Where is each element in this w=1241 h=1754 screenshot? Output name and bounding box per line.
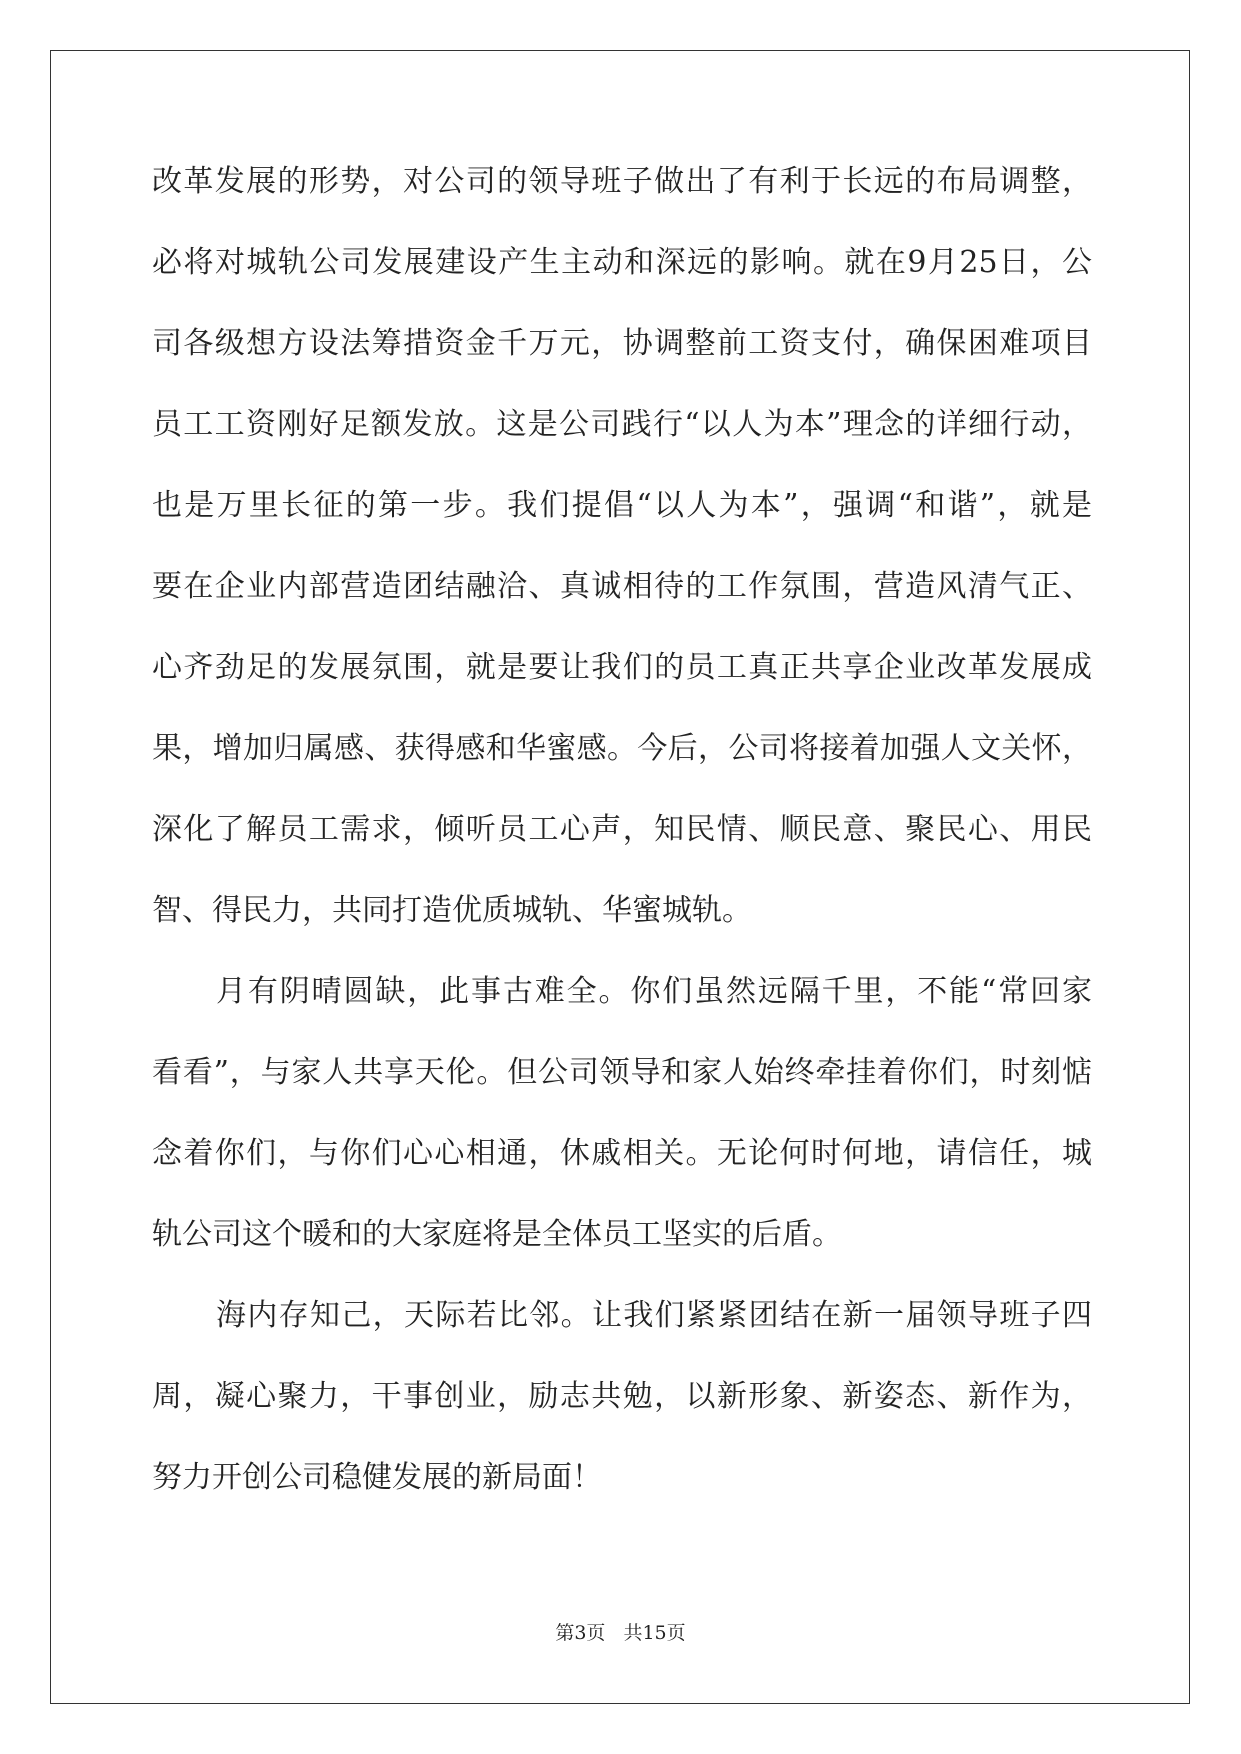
page-total: 共15页 [623,1622,686,1644]
text-line: 智、得民力，共同打造优质城轨、华蜜城轨。 [152,893,752,928]
page-footer [0,1618,1241,1645]
text-line: 努力开创公司稳健发展的新局面！ [152,1460,602,1495]
page-number: 第3页 [555,1622,606,1644]
text-line: 司各级想方设法筹措资金千万元，协调整前工资支付，确保困难项目 [152,326,1092,361]
text-line: 念着你们，与你们心心相通，休戚相关。无论何时何地，请信任，城 [152,1136,1092,1171]
paragraph-first-line: 海内存知己，天际若比邻。让我们紧紧团结在新一届领导班子四 [216,1298,1092,1333]
text-line: 果，增加归属感、获得感和华蜜感。今后，公司将接着加强人文关怀， [152,731,1092,766]
text-line: 周，凝心聚力，干事创业，励志共勉，以新形象、新姿态、新作为， [152,1379,1092,1414]
text-line: 员工工资刚好足额发放。这是公司践行“以人为本”理念的详细行动， [152,407,1092,442]
text-line: 看看”，与家人共享天伦。但公司领导和家人始终牵挂着你们，时刻惦 [152,1055,1092,1090]
text-line: 轨公司这个暖和的大家庭将是全体员工坚实的后盾。 [152,1217,842,1252]
text-line: 必将对城轨公司发展建设产生主动和深远的影响。就在9月25日，公 [152,245,1092,280]
text-line: 改革发展的形势，对公司的领导班子做出了有利于长远的布局调整， [152,164,1092,199]
text-line: 要在企业内部营造团结融洽、真诚相待的工作氛围，营造风清气正、 [152,569,1092,604]
text-line: 深化了解员工需求，倾听员工心声，知民情、顺民意、聚民心、用民 [152,812,1092,847]
text-line: 心齐劲足的发展氛围，就是要让我们的员工真正共享企业改革发展成 [152,650,1092,685]
document-body [152,160,1092,1537]
text-line: 也是万里长征的第一步。我们提倡“以人为本”，强调“和谐”，就是 [152,488,1092,523]
paragraph-first-line: 月有阴晴圆缺，此事古难全。你们虽然远隔千里，不能“常回家 [216,974,1092,1009]
